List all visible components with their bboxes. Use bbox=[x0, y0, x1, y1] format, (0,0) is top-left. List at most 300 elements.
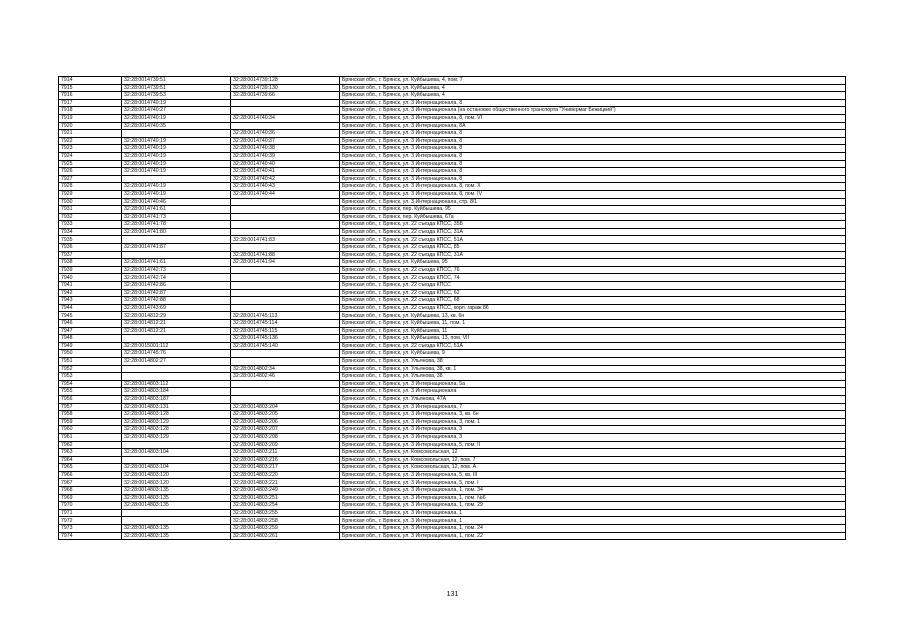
row-index-cell: 7920 bbox=[59, 122, 122, 130]
row-index-cell: 7965 bbox=[59, 464, 122, 472]
table-row bbox=[59, 145, 846, 153]
parcel-number-cell: 32:28:0014740:27 bbox=[122, 107, 231, 115]
parcel-number-cell: 32:28:0014745:76 bbox=[122, 350, 231, 358]
parcel-number-cell: 32:28:0014743:69 bbox=[122, 304, 231, 312]
address-cell: Брянская обл., г. Брянск, ул. 3 Интернационала, 1, пом. 29 bbox=[340, 502, 846, 510]
address-cell: Брянская обл., г. Брянск, ул. 3 Интернационала, 8, пом. VI bbox=[340, 114, 846, 122]
address-cell: Брянская обл., г. Брянск, ул. Куйбышева, 11 bbox=[340, 327, 846, 335]
table-row bbox=[59, 509, 846, 517]
address-cell: Брянская обл., г. Брянск, ул. Куйбышева, 13, кв. 6н bbox=[340, 312, 846, 320]
parcel-number-cell: 32:28:0014740:19 bbox=[122, 160, 231, 168]
address-cell: Брянская обл., г. Брянск, ул. 3 Интернационала, 8 bbox=[340, 145, 846, 153]
table-row bbox=[59, 441, 846, 449]
table-row bbox=[59, 411, 846, 419]
parcel-number-cell: 32:28:0014803:184 bbox=[122, 388, 231, 396]
object-number-cell bbox=[231, 395, 340, 403]
object-number-cell: 32:28:0014803:258 bbox=[231, 517, 340, 525]
row-index-cell: 7964 bbox=[59, 456, 122, 464]
object-number-cell: 32:28:0014803:204 bbox=[231, 403, 340, 411]
object-number-cell: 32:28:0014803:216 bbox=[231, 456, 340, 464]
parcel-number-cell: 32:28:0014812:21 bbox=[122, 327, 231, 335]
table-row bbox=[59, 221, 846, 229]
row-index-cell: 7927 bbox=[59, 175, 122, 183]
parcel-number-cell: 32:28:0014803:135 bbox=[122, 502, 231, 510]
address-cell: Брянская обл., г. Брянск, ул. 22 съезда КПСС, 31А bbox=[340, 228, 846, 236]
table-row bbox=[59, 357, 846, 365]
table-row bbox=[59, 494, 846, 502]
table-row bbox=[59, 418, 846, 426]
row-index-cell: 7916 bbox=[59, 92, 122, 100]
parcel-number-cell: 32:28:0015001:112 bbox=[122, 342, 231, 350]
table-row bbox=[59, 213, 846, 221]
row-index-cell: 7948 bbox=[59, 335, 122, 343]
table-row bbox=[59, 152, 846, 160]
table-row bbox=[59, 380, 846, 388]
row-index-cell: 7938 bbox=[59, 259, 122, 267]
parcel-number-cell: 32:28:0014803:120 bbox=[122, 479, 231, 487]
parcel-number-cell: 32:28:0014803:135 bbox=[122, 525, 231, 533]
table-row bbox=[59, 373, 846, 381]
object-number-cell: 32:28:0014740:44 bbox=[231, 190, 340, 198]
row-index-cell: 7970 bbox=[59, 502, 122, 510]
address-cell: Брянская обл., г. Брянск, ул. 3 Интернационала, 8 bbox=[340, 152, 846, 160]
parcel-number-cell: 32:28:0014812:21 bbox=[122, 320, 231, 328]
parcel-number-cell bbox=[122, 335, 231, 343]
object-number-cell: 32:28:0014740:37 bbox=[231, 137, 340, 145]
object-number-cell: 32:28:0014803:261 bbox=[231, 532, 340, 540]
table-row bbox=[59, 274, 846, 282]
parcel-number-cell: 32:28:0014740:46 bbox=[122, 198, 231, 206]
parcel-number-cell: 32:28:0014803:128 bbox=[122, 411, 231, 419]
address-cell: Брянская обл., г. Брянск, ул. Куйбышева, 9 bbox=[340, 350, 846, 358]
parcel-number-cell: 32:28:0014742:87 bbox=[122, 289, 231, 297]
parcel-number-cell: 32:28:0014742:73 bbox=[122, 266, 231, 274]
address-cell: Брянская обл., г. Брянск, ул. 3 Интернационала, 3 bbox=[340, 433, 846, 441]
address-cell: Брянская обл., г. Брянск, ул. Комсомольская, 12 bbox=[340, 449, 846, 457]
row-index-cell: 7915 bbox=[59, 84, 122, 92]
object-number-cell: 32:28:0014803:249 bbox=[231, 487, 340, 495]
table-row bbox=[59, 471, 846, 479]
table-row bbox=[59, 327, 846, 335]
object-number-cell bbox=[231, 244, 340, 252]
row-index-cell: 7923 bbox=[59, 145, 122, 153]
row-index-cell: 7949 bbox=[59, 342, 122, 350]
row-index-cell: 7961 bbox=[59, 433, 122, 441]
parcel-number-cell bbox=[122, 175, 231, 183]
parcel-number-cell: 32:28:0014740:19 bbox=[122, 152, 231, 160]
parcel-number-cell: 32:28:0014812:29 bbox=[122, 312, 231, 320]
address-cell: Брянская обл., г. Брянск, ул. Куйбышева, 95 bbox=[340, 259, 846, 267]
row-index-cell: 7968 bbox=[59, 487, 122, 495]
row-index-cell: 7925 bbox=[59, 160, 122, 168]
row-index-cell: 7962 bbox=[59, 441, 122, 449]
parcel-number-cell: 32:28:0014741:78 bbox=[122, 221, 231, 229]
address-cell: Брянская обл., г. Брянск, ул. 3 Интернационала, 8, пом. IV bbox=[340, 190, 846, 198]
address-cell: Брянская обл., г. Брянск, ул. 3 Интернационала, 1 bbox=[340, 509, 846, 517]
address-cell: Брянская обл., г. Брянск, ул. 3 Интернационала, 5, кв. III bbox=[340, 471, 846, 479]
parcel-number-cell bbox=[122, 365, 231, 373]
address-cell: Брянская обл., г. Брянск, ул. 3 Интернационала, 8 bbox=[340, 137, 846, 145]
object-number-cell: 32:28:0014740:40 bbox=[231, 160, 340, 168]
table-row bbox=[59, 168, 846, 176]
row-index-cell: 7932 bbox=[59, 213, 122, 221]
object-number-cell: 32:28:0014741:94 bbox=[231, 259, 340, 267]
row-index-cell: 7941 bbox=[59, 282, 122, 290]
table-row bbox=[59, 175, 846, 183]
address-cell: Брянская обл., г. Брянск, ул. 22 съезда КПСС, 68 bbox=[340, 297, 846, 305]
address-cell: Брянская обл., г. Брянск, пер. Куйбышева, 67а bbox=[340, 213, 846, 221]
row-index-cell: 7947 bbox=[59, 327, 122, 335]
row-index-cell: 7950 bbox=[59, 350, 122, 358]
parcel-number-cell: 32:28:0014739:51 bbox=[122, 77, 231, 85]
table-row bbox=[59, 183, 846, 191]
address-cell: Брянская обл., г. Брянск, ул. 3 Интернационала (на остановке общественного транспорта "Универмаг Бежицкий") bbox=[340, 107, 846, 115]
property-table-body bbox=[59, 77, 846, 540]
address-cell: Брянская обл., г. Брянск, ул. 22 съезда КПСС, 76 bbox=[340, 266, 846, 274]
object-number-cell: 32:28:0014803:208 bbox=[231, 433, 340, 441]
row-index-cell: 7929 bbox=[59, 190, 122, 198]
address-cell: Брянская обл., г. Брянск, ул. 3 Интернационала, 1, пом. 22 bbox=[340, 532, 846, 540]
table-row bbox=[59, 365, 846, 373]
row-index-cell: 7946 bbox=[59, 320, 122, 328]
row-index-cell: 7966 bbox=[59, 471, 122, 479]
object-number-cell: 32:28:0014739:130 bbox=[231, 84, 340, 92]
object-number-cell: 32:28:0014803:207 bbox=[231, 426, 340, 434]
parcel-number-cell bbox=[122, 251, 231, 259]
row-index-cell: 7944 bbox=[59, 304, 122, 312]
table-row bbox=[59, 464, 846, 472]
row-index-cell: 7930 bbox=[59, 198, 122, 206]
row-index-cell: 7956 bbox=[59, 395, 122, 403]
address-cell: Брянская обл., г. Брянск, ул. 3 Интернационала, 1, пом. 34 bbox=[340, 487, 846, 495]
table-row bbox=[59, 433, 846, 441]
object-number-cell: 32:28:0014802:46 bbox=[231, 373, 340, 381]
address-cell: Брянская обл., г. Брянск, ул. 3 Интернационала, 1 bbox=[340, 517, 846, 525]
object-number-cell bbox=[231, 282, 340, 290]
address-cell: Брянская обл., г. Брянск, ул. 3 Интернационала, 8 bbox=[340, 168, 846, 176]
address-cell: Брянская обл., г. Брянск, ул. 3 Интернационала, 3, пом. 1 bbox=[340, 418, 846, 426]
address-cell: Брянская обл., г. Брянск, ул. 3 Интернационала, 5, пом. II bbox=[340, 441, 846, 449]
table-row bbox=[59, 251, 846, 259]
address-cell: Брянская обл., г. Брянск, ул. 22 съезда КПСС, корп. гараж 86 bbox=[340, 304, 846, 312]
address-cell: Брянская обл., г. Брянск, ул. 3 Интернационала, 8 bbox=[340, 130, 846, 138]
table-row bbox=[59, 122, 846, 130]
table-row bbox=[59, 160, 846, 168]
object-number-cell: 32:28:0014803:254 bbox=[231, 502, 340, 510]
parcel-number-cell bbox=[122, 236, 231, 244]
object-number-cell: 32:28:0014803:211 bbox=[231, 449, 340, 457]
object-number-cell: 32:28:0014740:36 bbox=[231, 130, 340, 138]
table-row bbox=[59, 312, 846, 320]
object-number-cell bbox=[231, 350, 340, 358]
table-row bbox=[59, 77, 846, 85]
row-index-cell: 7952 bbox=[59, 365, 122, 373]
row-index-cell: 7951 bbox=[59, 357, 122, 365]
table-row bbox=[59, 289, 846, 297]
row-index-cell: 7967 bbox=[59, 479, 122, 487]
parcel-number-cell: 32:28:0014741:61 bbox=[122, 206, 231, 214]
row-index-cell: 7928 bbox=[59, 183, 122, 191]
row-index-cell: 7969 bbox=[59, 494, 122, 502]
parcel-number-cell: 32:28:0014803:129 bbox=[122, 418, 231, 426]
parcel-number-cell: 32:28:0014742:74 bbox=[122, 274, 231, 282]
parcel-number-cell: 32:28:0014803:135 bbox=[122, 487, 231, 495]
parcel-number-cell: 32:28:0014742:88 bbox=[122, 297, 231, 305]
table-row bbox=[59, 304, 846, 312]
object-number-cell: 32:28:0014803:259 bbox=[231, 525, 340, 533]
object-number-cell: 32:28:0014803:209 bbox=[231, 441, 340, 449]
table-row bbox=[59, 532, 846, 540]
object-number-cell: 32:28:0014803:205 bbox=[231, 411, 340, 419]
table-row bbox=[59, 114, 846, 122]
row-index-cell: 7974 bbox=[59, 532, 122, 540]
table-row bbox=[59, 388, 846, 396]
table-row bbox=[59, 198, 846, 206]
object-number-cell bbox=[231, 198, 340, 206]
parcel-number-cell: 32:28:0014741:80 bbox=[122, 228, 231, 236]
parcel-number-cell: 32:28:0014740:35 bbox=[122, 122, 231, 130]
page-number: 131 bbox=[446, 591, 459, 598]
row-index-cell: 7924 bbox=[59, 152, 122, 160]
parcel-number-cell: 32:28:0014803:131 bbox=[122, 403, 231, 411]
table-row bbox=[59, 107, 846, 115]
row-index-cell: 7958 bbox=[59, 411, 122, 419]
row-index-cell: 7918 bbox=[59, 107, 122, 115]
address-cell: Брянская обл., г. Брянск, ул. 22 съезда КПСС bbox=[340, 282, 846, 290]
address-cell: Брянская обл., г. Брянск, ул. 22 съезда КПСС, 51А bbox=[340, 236, 846, 244]
row-index-cell: 7945 bbox=[59, 312, 122, 320]
table-row bbox=[59, 395, 846, 403]
address-cell: Брянская обл., г. Брянск, ул. 22 съезда КПСС, 85 bbox=[340, 244, 846, 252]
row-index-cell: 7934 bbox=[59, 228, 122, 236]
table-row bbox=[59, 92, 846, 100]
table-row bbox=[59, 206, 846, 214]
parcel-number-cell: 32:28:0014740:19 bbox=[122, 183, 231, 191]
row-index-cell: 7931 bbox=[59, 206, 122, 214]
table-row bbox=[59, 244, 846, 252]
table-row bbox=[59, 259, 846, 267]
object-number-cell bbox=[231, 206, 340, 214]
object-number-cell bbox=[231, 388, 340, 396]
address-cell: Брянская обл., г. Брянск, ул. 22 съезда КПСС, 35Б bbox=[340, 221, 846, 229]
row-index-cell: 7972 bbox=[59, 517, 122, 525]
object-number-cell bbox=[231, 228, 340, 236]
address-cell: Брянская обл., г. Брянск, ул. 3 Интернационала bbox=[340, 388, 846, 396]
object-number-cell: 32:28:0014740:43 bbox=[231, 183, 340, 191]
object-number-cell: 32:28:0014745:114 bbox=[231, 320, 340, 328]
object-number-cell bbox=[231, 107, 340, 115]
row-index-cell: 7942 bbox=[59, 289, 122, 297]
object-number-cell bbox=[231, 297, 340, 305]
table-row bbox=[59, 335, 846, 343]
table-row bbox=[59, 487, 846, 495]
address-cell: Брянская обл., г. Брянск, ул. 22 съезда КПСС, 62 bbox=[340, 289, 846, 297]
parcel-number-cell: 32:28:0014739:53 bbox=[122, 92, 231, 100]
object-number-cell: 32:28:0014745:140 bbox=[231, 342, 340, 350]
object-number-cell bbox=[231, 304, 340, 312]
object-number-cell: 32:28:0014802:34 bbox=[231, 365, 340, 373]
address-cell: Брянская обл., г. Брянск, ул. 3 Интернационала, 5, пом. I bbox=[340, 479, 846, 487]
object-number-cell: 32:28:0014745:113 bbox=[231, 312, 340, 320]
object-number-cell: 32:28:0014803:217 bbox=[231, 464, 340, 472]
address-cell: Брянская обл., г. Брянск, ул. 3 Интернационала, 1, пом. №6 bbox=[340, 494, 846, 502]
row-index-cell: 7935 bbox=[59, 236, 122, 244]
object-number-cell: 32:28:0014740:34 bbox=[231, 114, 340, 122]
parcel-number-cell bbox=[122, 130, 231, 138]
table-row bbox=[59, 266, 846, 274]
object-number-cell: 32:28:0014745:115 bbox=[231, 327, 340, 335]
table-row bbox=[59, 342, 846, 350]
address-cell: Брянская обл., г. Брянск, ул. 3 Интернационала, 7 bbox=[340, 403, 846, 411]
address-cell: Брянская обл., г. Брянск, ул. 3 Интернационала, 3 bbox=[340, 426, 846, 434]
object-number-cell: 32:28:0014740:42 bbox=[231, 175, 340, 183]
object-number-cell: 32:28:0014740:38 bbox=[231, 145, 340, 153]
address-cell: Брянская обл., г. Брянск, ул. 3 Интернационала, 1, пом. 24 bbox=[340, 525, 846, 533]
row-index-cell: 7914 bbox=[59, 77, 122, 85]
property-table bbox=[58, 76, 846, 540]
row-index-cell: 7921 bbox=[59, 130, 122, 138]
parcel-number-cell: 32:28:0014742:86 bbox=[122, 282, 231, 290]
address-cell: Брянская обл., г. Брянск, ул. 3 Интернационала, 8 bbox=[340, 160, 846, 168]
object-number-cell bbox=[231, 266, 340, 274]
row-index-cell: 7926 bbox=[59, 168, 122, 176]
object-number-cell bbox=[231, 380, 340, 388]
parcel-number-cell: 32:28:0014739:51 bbox=[122, 84, 231, 92]
parcel-number-cell bbox=[122, 373, 231, 381]
address-cell: Брянская обл., г. Брянск, ул. 22 съезда КПСС, 74 bbox=[340, 274, 846, 282]
table-row bbox=[59, 449, 846, 457]
object-number-cell: 32:28:0014741:88 bbox=[231, 251, 340, 259]
parcel-number-cell bbox=[122, 456, 231, 464]
row-index-cell: 7957 bbox=[59, 403, 122, 411]
parcel-number-cell: 32:28:0014803:135 bbox=[122, 494, 231, 502]
object-number-cell: 32:28:0014740:41 bbox=[231, 168, 340, 176]
object-number-cell: 32:28:0014740:39 bbox=[231, 152, 340, 160]
row-index-cell: 7973 bbox=[59, 525, 122, 533]
object-number-cell: 32:28:0014741:83 bbox=[231, 236, 340, 244]
parcel-number-cell: 32:28:0014741:73 bbox=[122, 213, 231, 221]
table-row bbox=[59, 403, 846, 411]
parcel-number-cell: 32:28:0014741:87 bbox=[122, 244, 231, 252]
object-number-cell bbox=[231, 122, 340, 130]
parcel-number-cell: 32:28:0014803:104 bbox=[122, 449, 231, 457]
row-index-cell: 7955 bbox=[59, 388, 122, 396]
address-cell: Брянская обл., г. Брянск, ул. Куйбышева, 11, пом. 1 bbox=[340, 320, 846, 328]
row-index-cell: 7940 bbox=[59, 274, 122, 282]
object-number-cell: 32:28:0014803:220 bbox=[231, 471, 340, 479]
table-row bbox=[59, 228, 846, 236]
row-index-cell: 7917 bbox=[59, 99, 122, 107]
address-cell: Брянская обл., г. Брянск, ул. 3 Интернационала, 8А bbox=[340, 122, 846, 130]
object-number-cell bbox=[231, 99, 340, 107]
table-row bbox=[59, 426, 846, 434]
table-row bbox=[59, 479, 846, 487]
table-row bbox=[59, 190, 846, 198]
address-cell: Брянская обл., г. Брянск, ул. 22 съезда КПСС, 51А bbox=[340, 342, 846, 350]
parcel-number-cell: 32:28:0014740:19 bbox=[122, 190, 231, 198]
object-number-cell: 32:28:0014745:136 bbox=[231, 335, 340, 343]
address-cell: Брянская обл., г. Брянск, ул. 3 Интернационала, 8 bbox=[340, 99, 846, 107]
address-cell: Брянская обл., г. Брянск, ул. 3 Интернационала, 8 bbox=[340, 175, 846, 183]
table-row bbox=[59, 84, 846, 92]
parcel-number-cell: 32:28:0014803:104 bbox=[122, 464, 231, 472]
parcel-number-cell: 32:28:0014740:19 bbox=[122, 99, 231, 107]
address-cell: Брянская обл., г. Брянск, ул. Куйбышева, 13, пом. VII bbox=[340, 335, 846, 343]
table-row bbox=[59, 130, 846, 138]
address-cell: Брянская обл., г. Брянск, ул. 3 Интернационала, 5а bbox=[340, 380, 846, 388]
row-index-cell: 7936 bbox=[59, 244, 122, 252]
address-cell: Брянская обл., г. Брянск, ул. Куйбышева, 4, пом. 7 bbox=[340, 77, 846, 85]
parcel-number-cell: 32:28:0014803:187 bbox=[122, 395, 231, 403]
object-number-cell bbox=[231, 221, 340, 229]
object-number-cell bbox=[231, 213, 340, 221]
row-index-cell: 7959 bbox=[59, 418, 122, 426]
parcel-number-cell: 32:28:0014740:19 bbox=[122, 114, 231, 122]
table-row bbox=[59, 137, 846, 145]
address-cell: Брянская обл., г. Брянск, ул. Ульянова, 38, кв. 1 bbox=[340, 365, 846, 373]
parcel-number-cell: 32:28:0014802:27 bbox=[122, 357, 231, 365]
table-row bbox=[59, 502, 846, 510]
table-row bbox=[59, 517, 846, 525]
address-cell: Брянская обл., г. Брянск, ул. Ульянова, 38 bbox=[340, 373, 846, 381]
parcel-number-cell: 32:28:0014740:19 bbox=[122, 168, 231, 176]
row-index-cell: 7954 bbox=[59, 380, 122, 388]
address-cell: Брянская обл., г. Брянск, ул. Комсомольская, 12, пом. А bbox=[340, 464, 846, 472]
object-number-cell: 32:28:0014803:255 bbox=[231, 509, 340, 517]
parcel-number-cell bbox=[122, 509, 231, 517]
parcel-number-cell bbox=[122, 441, 231, 449]
parcel-number-cell: 32:28:0014803:129 bbox=[122, 433, 231, 441]
address-cell: Брянская обл., г. Брянск, ул. Куйбышева, 4 bbox=[340, 84, 846, 92]
address-cell: Брянская обл., г. Брянск, пер. Куйбышева, 95 bbox=[340, 206, 846, 214]
address-cell: Брянская обл., г. Брянск, ул. Куйбышева, 4 bbox=[340, 92, 846, 100]
parcel-number-cell: 32:28:0014740:19 bbox=[122, 145, 231, 153]
row-index-cell: 7919 bbox=[59, 114, 122, 122]
table-row bbox=[59, 282, 846, 290]
address-cell: Брянская обл., г. Брянск, ул. 3 Интернационала, 3, кв. 6н bbox=[340, 411, 846, 419]
row-index-cell: 7937 bbox=[59, 251, 122, 259]
object-number-cell: 32:28:0014803:206 bbox=[231, 418, 340, 426]
object-number-cell bbox=[231, 357, 340, 365]
row-index-cell: 7963 bbox=[59, 449, 122, 457]
row-index-cell: 7960 bbox=[59, 426, 122, 434]
address-cell: Брянская обл., г. Брянск, ул. Ульянова, 38 bbox=[340, 357, 846, 365]
object-number-cell: 32:28:0014739:66 bbox=[231, 92, 340, 100]
row-index-cell: 7939 bbox=[59, 266, 122, 274]
object-number-cell: 32:28:0014803:251 bbox=[231, 494, 340, 502]
row-index-cell: 7971 bbox=[59, 509, 122, 517]
table-row bbox=[59, 320, 846, 328]
table-row bbox=[59, 456, 846, 464]
row-index-cell: 7922 bbox=[59, 137, 122, 145]
parcel-number-cell: 32:28:0014741:61 bbox=[122, 259, 231, 267]
address-cell: Брянская обл., г. Брянск, ул. 3 Интернационала, стр. 8/1 bbox=[340, 198, 846, 206]
address-cell: Брянская обл., г. Брянск, ул. 3 Интернационала, 8, пом. X bbox=[340, 183, 846, 191]
object-number-cell bbox=[231, 274, 340, 282]
parcel-number-cell: 32:28:0014740:19 bbox=[122, 137, 231, 145]
row-index-cell: 7943 bbox=[59, 297, 122, 305]
object-number-cell bbox=[231, 289, 340, 297]
table-row bbox=[59, 99, 846, 107]
row-index-cell: 7933 bbox=[59, 221, 122, 229]
address-cell: Брянская обл., г. Брянск, ул. Комсомольская, 12, пом. 7 bbox=[340, 456, 846, 464]
row-index-cell: 7953 bbox=[59, 373, 122, 381]
table-row bbox=[59, 350, 846, 358]
address-cell: Брянская обл., г. Брянск, ул. 22 съезда КПСС, 31А bbox=[340, 251, 846, 259]
parcel-number-cell: 32:28:0014803:135 bbox=[122, 532, 231, 540]
table-row bbox=[59, 525, 846, 533]
address-cell: Брянская обл., г. Брянск, ул. Ульянова, 47А bbox=[340, 395, 846, 403]
